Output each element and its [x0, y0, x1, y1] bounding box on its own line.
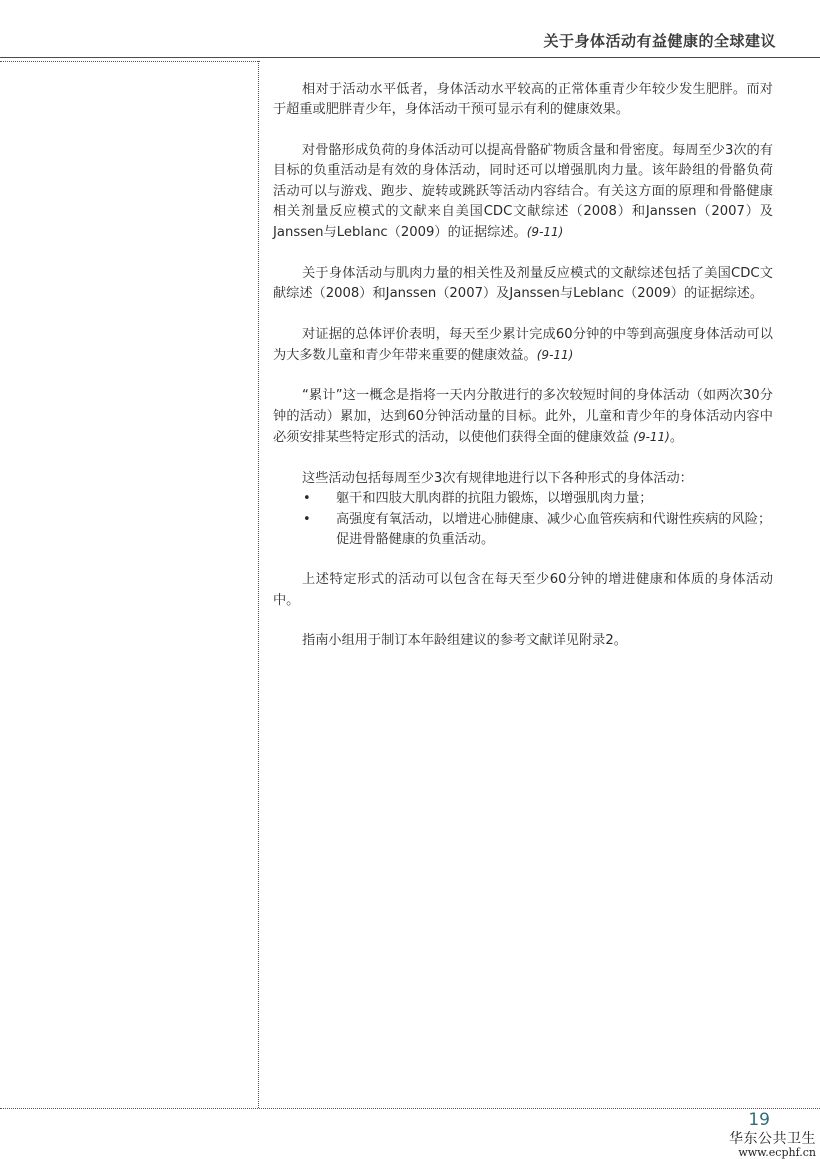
paragraph-text: 对证据的总体评价表明，每天至少累计完成60分钟的中等到高强度身体活动可以为大多数儿童和青少年带来重要的健康效益。 [273, 326, 773, 364]
paragraph-appendix: 指南小组用于制订本年龄组建议的参考文献详见附录2。 [302, 633, 627, 649]
page-number: 19 [748, 1110, 770, 1130]
activity-list [273, 489, 773, 550]
paragraph-accumulate [273, 386, 773, 448]
paragraph-muscle [273, 264, 773, 305]
paragraph-obesity [273, 80, 773, 121]
margin-dotted-top [0, 61, 260, 62]
paragraph-text: 相对于活动水平低者，身体活动水平较高的正常体重青少年较少发生肥胖。而对于超重或肥胖青少年，身体活动干预可显示有利的健康效果。 [273, 82, 773, 118]
watermark-name: 华东公共卫生 [729, 1131, 816, 1147]
header-rule [0, 57, 820, 58]
margin-dotted-vertical [258, 61, 259, 1108]
citation: (9-11) [633, 430, 670, 445]
citation: (9-11) [536, 348, 574, 363]
paragraph-closing: 上述特定形式的活动可以包含在每天至少60分钟的增进健康和体质的身体活动中。 [273, 572, 773, 608]
paragraph-text: 对骨骼形成负荷的身体活动可以提高骨骼矿物质含量和骨密度。每周至少3次的有目标的负重活动是有效的身体活动，同时还可以增强肌肉力量。该年龄组的骨骼负荷活动可以与游戏、跑步、旋转或跳跃等活动内容结合。有关这方面的原理和骨骼健康相关剂量反应模式的文献来自美国CDC文献综述（2008）和Janssen（2007）及Janssen与Leblanc（2009）的证据综述。 [273, 142, 773, 241]
list-item [273, 510, 773, 551]
bullet-icon: • [303, 511, 311, 527]
paragraph-bone [273, 141, 773, 244]
bullet-icon: • [303, 491, 311, 507]
body-text [273, 80, 773, 672]
footer-dotted-rule [0, 1108, 820, 1109]
header-title: 关于身体活动有益健康的全球建议 [543, 32, 776, 50]
watermark-url[interactable]: www.ecphf.cn [738, 1146, 816, 1159]
paragraph-text: “累计”这一概念是指将一天内分散进行的多次较短时间的身体活动（如两次30分钟的活动）累加，达到60分钟活动量的目标。此外，儿童和青少年的身体活动内容中必须安排某些特定形式的活动，以使他们获得全面的健康效益 [273, 388, 773, 446]
list-item-text: 高强度有氧活动，以增进心肺健康、减少心血管疾病和代谢性疾病的风险；促进骨骼健康的负重活动。 [336, 511, 772, 547]
list-intro: 这些活动包括每周至少3次有规律地进行以下各种形式的身体活动： [302, 470, 693, 486]
citation: (9-11) [526, 225, 564, 240]
list-item [273, 489, 773, 509]
list-item-text: 躯干和四肢大肌肉群的抗阻力锻炼，以增强肌肉力量； [336, 491, 653, 507]
paragraph-evidence [273, 325, 773, 367]
paragraph-text: 关于身体活动与肌肉力量的相关性及剂量反应模式的文献综述包括了美国CDC文献综述（2008）和Janssen（2007）及Janssen与Leblanc（2009）的证据综述。 [273, 265, 773, 302]
paragraph-tail: 。 [669, 430, 684, 446]
